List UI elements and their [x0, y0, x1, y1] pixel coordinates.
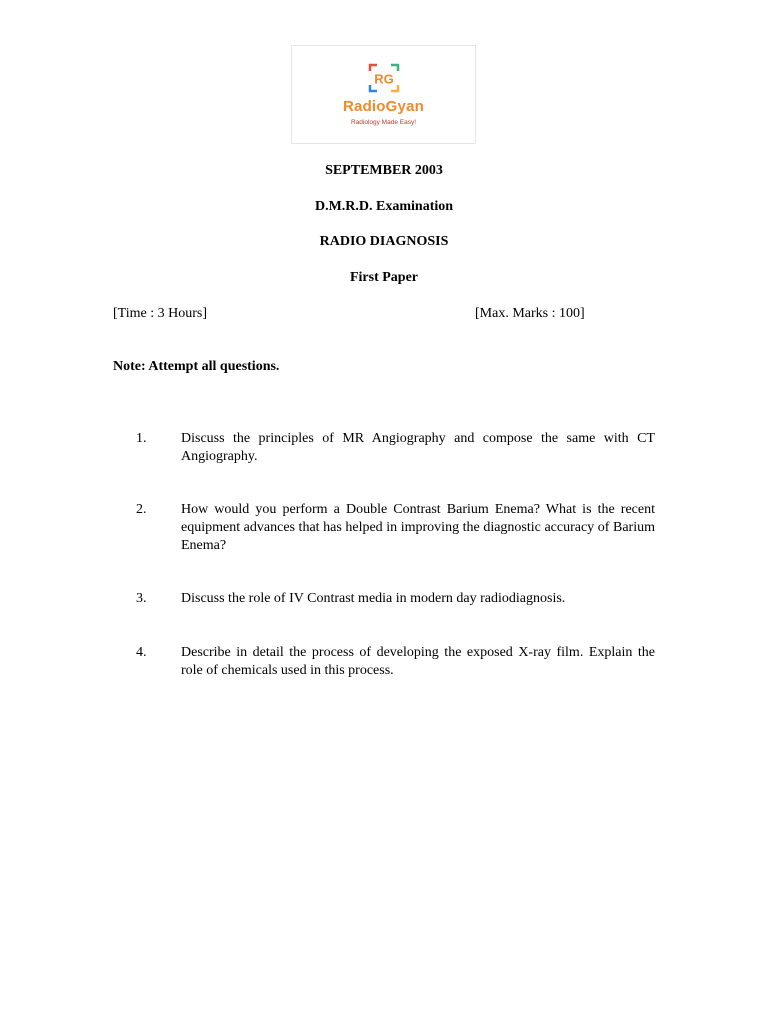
instructions-note: Note: Attempt all questions.: [113, 359, 280, 374]
rg-logo-icon: [368, 63, 400, 93]
question-text: Describe in detail the process of developing the exposed X-ray film. Explain the role of chemicals used in this process.: [181, 645, 655, 678]
question-text: How would you perform a Double Contrast Barium Enema? What is the recent equipment advances that has helped in improving the diagnostic accuracy of Barium Enema?: [181, 502, 655, 553]
exam-subject: RADIO DIAGNOSIS: [319, 234, 449, 249]
question-text: Discuss the principles of MR Angiography and compose the same with CT Angiography.: [181, 431, 655, 464]
max-marks: [Max. Marks : 100]: [475, 306, 585, 321]
question-number: 2.: [136, 502, 147, 517]
exam-paper: First Paper: [349, 270, 419, 285]
question-number: 3.: [136, 591, 147, 606]
radiogyan-logo: [291, 45, 476, 144]
logo-tagline: Radiology Made Easy!: [350, 119, 417, 126]
logo-name: RadioGyan: [343, 98, 424, 115]
exam-date: SEPTEMBER 2003: [325, 163, 443, 178]
logo-mark-text: RG: [374, 71, 394, 87]
time-allowed: [Time : 3 Hours]: [113, 306, 207, 321]
question-number: 1.: [136, 431, 147, 446]
question-text: Discuss the role of IV Contrast media in modern day radiodiagnosis.: [181, 591, 566, 606]
question-number: 4.: [136, 645, 147, 660]
exam-title: D.M.R.D. Examination: [314, 199, 454, 214]
